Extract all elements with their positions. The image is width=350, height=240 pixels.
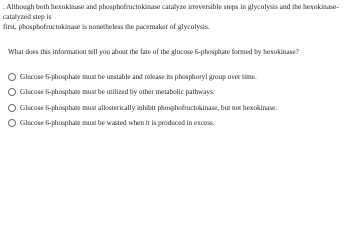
passage-line-1: . Although both hexokinase and phosphofructokinase catalyze irreversible steps in glycolysis and the hexokinase-catalyzed step is bbox=[3, 2, 339, 21]
answer-option-label: Glucose 6-phosphate must be unstable and release its phosphoryl group over time. bbox=[20, 72, 257, 81]
radio-button-icon[interactable] bbox=[8, 73, 16, 81]
answer-option-label: Glucose 6-phosphate must be wasted when it is produced in excess. bbox=[20, 119, 215, 128]
question-prompt: What does this information tell you about the fate of the glucose 6-phosphate formed by hexokinase? bbox=[8, 48, 299, 56]
passage-line-2: first, phosphofructokinase is nonetheless the pacemaker of glycolysis. bbox=[3, 22, 210, 31]
radio-button-icon[interactable] bbox=[8, 88, 16, 96]
radio-button-icon[interactable] bbox=[8, 119, 16, 127]
answer-option-3[interactable] bbox=[8, 100, 348, 116]
answer-choices bbox=[8, 69, 348, 131]
answer-option-label: Glucose 6-phosphate must allosterically inhibit phosphofructokinase, but not hexokinase. bbox=[20, 103, 278, 112]
answer-option-label: Glucose 6-phosphate must be utilized by other metabolic pathways. bbox=[20, 88, 215, 97]
question-passage bbox=[3, 2, 347, 32]
radio-button-icon[interactable] bbox=[8, 104, 16, 112]
answer-option-1[interactable] bbox=[8, 69, 348, 85]
answer-option-2[interactable] bbox=[8, 85, 348, 101]
answer-option-4[interactable] bbox=[8, 116, 348, 132]
